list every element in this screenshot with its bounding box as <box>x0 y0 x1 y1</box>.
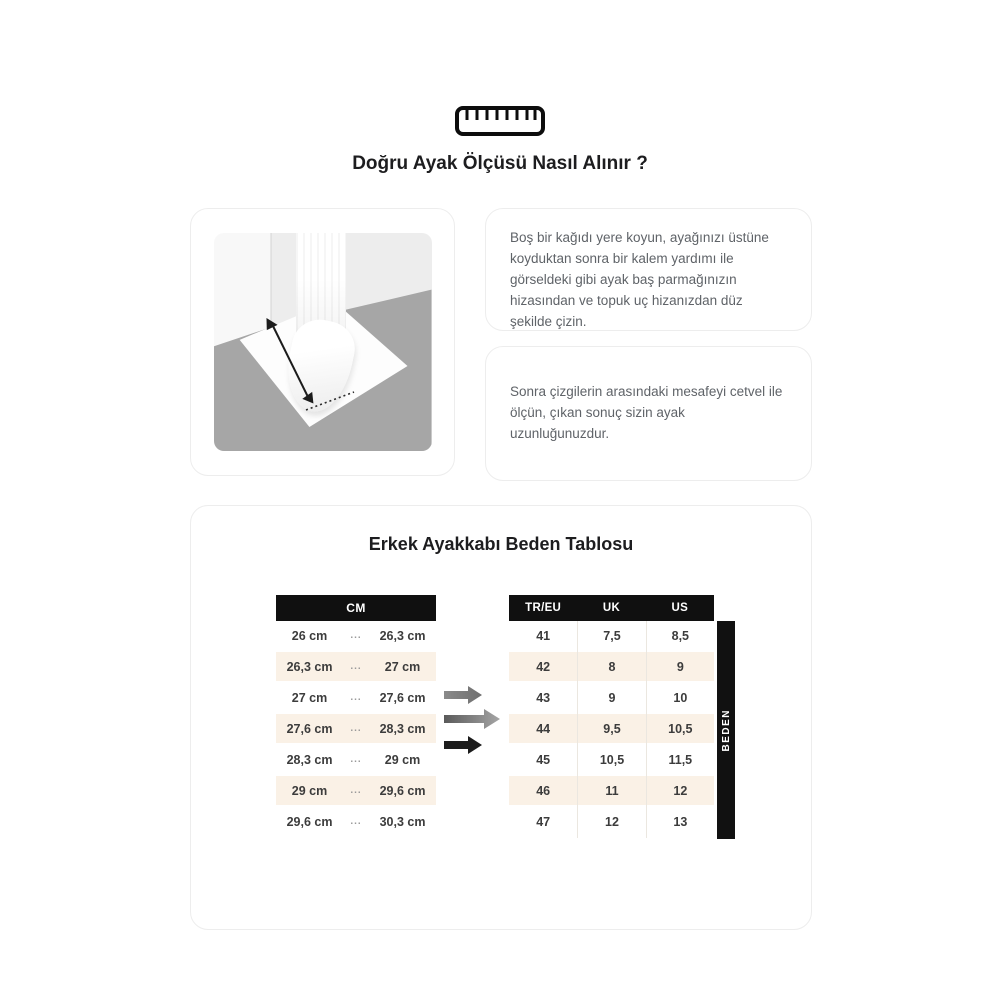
table-cell: 9,5 <box>577 714 645 745</box>
table-row <box>509 807 714 838</box>
table-cell: ... <box>350 754 362 765</box>
size-table-body <box>509 621 714 838</box>
size-tables <box>191 595 811 839</box>
measurement-arrow-icon <box>214 233 432 451</box>
table-cell: 46 <box>536 784 551 798</box>
table-row <box>509 745 714 776</box>
size-table-card <box>190 505 812 930</box>
table-cell: ... <box>350 723 362 734</box>
table-row <box>509 621 714 652</box>
table-cell: 11 <box>577 776 645 807</box>
how-to-section <box>190 208 812 481</box>
table-row <box>276 714 436 745</box>
table-cell: 26,3 cm <box>286 659 333 674</box>
table-cell: 26 cm <box>291 628 328 643</box>
table-row <box>276 776 436 807</box>
table-cell: 9 <box>646 652 714 683</box>
table-cell: 12 <box>577 807 645 838</box>
table-cell: 7,5 <box>577 621 645 652</box>
instruction-step-2-text: Sonra çizgilerin arasındaki mesafeyi cetvel ile ölçün, çıkan sonuç sizin ayak uzunluğunuzdur. <box>510 384 783 441</box>
beden-side-label: BEDEN <box>720 708 732 752</box>
table-cell: ... <box>350 816 362 827</box>
international-size-table <box>509 595 714 838</box>
table-cell: 27,6 cm <box>379 690 426 705</box>
cm-table <box>276 595 436 838</box>
table-row <box>509 776 714 807</box>
table-cell: 27 cm <box>291 690 328 705</box>
table-cell: 9 <box>577 683 645 714</box>
table-row <box>276 621 436 652</box>
table-cell: 29,6 cm <box>379 783 426 798</box>
foot-measure-photo <box>214 233 432 451</box>
cm-table-body <box>276 621 436 838</box>
table-cell: ... <box>350 785 362 796</box>
beden-side-bar <box>717 621 735 839</box>
table-header-cell: UK <box>602 602 621 614</box>
table-cell: 8,5 <box>646 621 714 652</box>
table-cell: 27 cm <box>384 659 421 674</box>
table-cell: 28,3 cm <box>379 721 426 736</box>
foot-measure-photo-card <box>190 208 455 476</box>
table-cell: ... <box>350 630 362 641</box>
table-cell: 29,6 cm <box>286 814 333 829</box>
table-cell: 13 <box>646 807 714 838</box>
table-row <box>509 683 714 714</box>
table-cell: 41 <box>536 629 551 643</box>
table-cell: 11,5 <box>646 745 714 776</box>
table-cell: 43 <box>536 691 551 705</box>
table-cell: 45 <box>536 753 551 767</box>
right-arrows-icon <box>442 683 504 755</box>
instruction-step-2 <box>485 346 812 481</box>
table-cell: 47 <box>536 815 551 829</box>
table-cell: 8 <box>577 652 645 683</box>
table-header-cell: TR/EU <box>525 602 562 614</box>
table-cell: 28,3 cm <box>286 752 333 767</box>
table-row <box>509 652 714 683</box>
ruler-icon <box>0 103 1000 139</box>
table-cell: 30,3 cm <box>379 814 426 829</box>
table-cell: ... <box>350 661 362 672</box>
table-cell: 27,6 cm <box>286 721 333 736</box>
table-row <box>276 807 436 838</box>
table-cell: 10 <box>646 683 714 714</box>
table-cell: 42 <box>536 660 551 674</box>
table-cell: 29 cm <box>291 783 328 798</box>
table-cell: 29 cm <box>384 752 421 767</box>
table-row <box>276 652 436 683</box>
table-cell: 10,5 <box>646 714 714 745</box>
table-cell: 44 <box>536 722 551 736</box>
instructions-column <box>485 208 812 481</box>
table-cell: ... <box>350 692 362 703</box>
instruction-step-1: Boş bir kağıdı yere koyun, ayağınızı üstüne koyduktan sonra bir kalem yardımı ile görseldeki gibi ayak baş parmağınızın hizasından ve topuk uç hizanızdan düz şekilde çizin. <box>485 208 812 331</box>
size-table-header-row <box>509 595 714 621</box>
table-row <box>509 714 714 745</box>
table-header-cell: US <box>671 602 689 614</box>
ruler-icon <box>454 103 546 139</box>
table-row <box>276 683 436 714</box>
cm-table-header: CM <box>276 595 436 621</box>
page-title: Doğru Ayak Ölçüsü Nasıl Alınır ? <box>352 153 648 174</box>
table-cell: 12 <box>646 776 714 807</box>
table-row <box>276 745 436 776</box>
mapping-arrows-box <box>436 595 509 839</box>
size-table-title: Erkek Ayakkabı Beden Tablosu <box>368 534 634 554</box>
table-cell: 26,3 cm <box>379 628 426 643</box>
table-cell: 10,5 <box>577 745 645 776</box>
